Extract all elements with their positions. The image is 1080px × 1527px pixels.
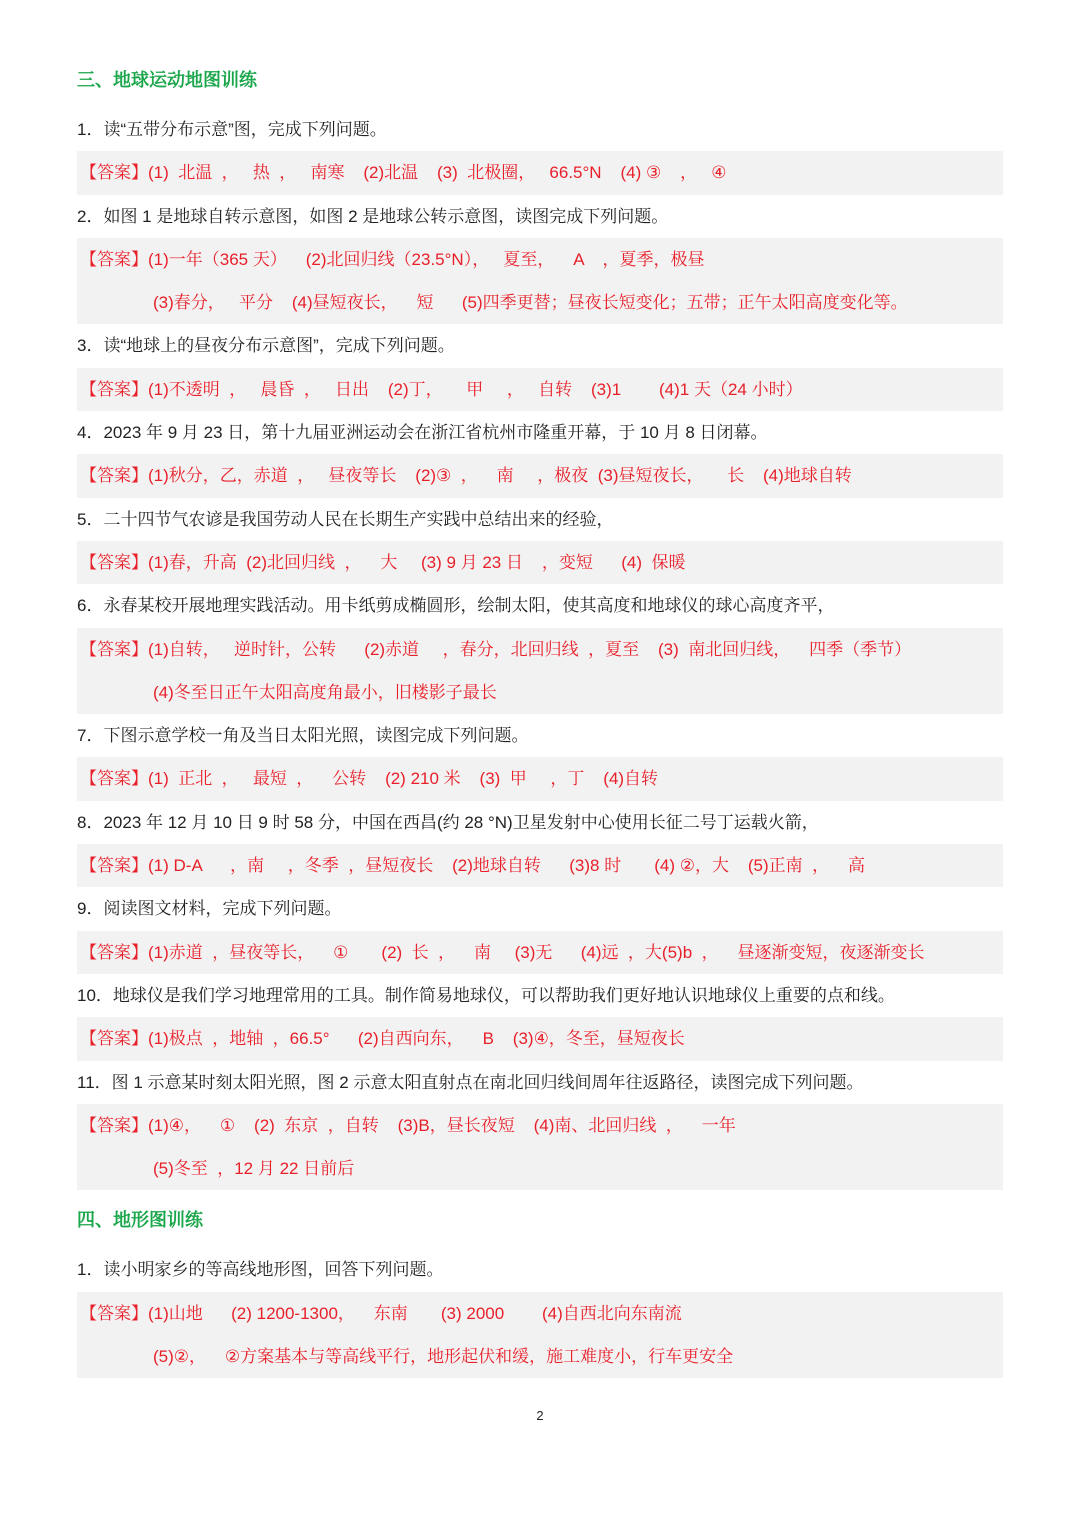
answer-line <box>77 151 1003 194</box>
answer-box <box>77 931 1003 974</box>
answer-box <box>77 1292 1003 1379</box>
answer-line <box>77 1017 1003 1060</box>
answer-text: (1) D-A ，南 ，冬季 ，昼短夜长 (2)地球自转 (3)8 时 (4) ②，大 (5)正南 ， 高 <box>148 856 866 876</box>
question-text: 10．地球仪是我们学习地理常用的工具。制作简易地球仪，可以帮助我们更好地认识地球仪上重要的点和线。 <box>77 985 895 1005</box>
answer-line <box>77 671 1003 714</box>
answer-label: 【答案】 <box>80 639 148 659</box>
answer-text: (4)冬至日正午太阳高度角最小，旧楼影子最长 <box>153 682 497 702</box>
answer-label: 【答案】 <box>80 1303 148 1323</box>
section-title: 三、地球运动地图训练 <box>77 70 257 90</box>
answer-text: (5)冬至 ，12 月 22 日前后 <box>153 1159 355 1179</box>
answer-text: (5)②， ②方案基本与等高线平行，地形起伏和缓，施工难度小，行车更安全 <box>153 1347 734 1367</box>
answer-line <box>77 1147 1003 1190</box>
answer-label: 【答案】 <box>80 163 148 183</box>
answer-label: 【答案】 <box>80 249 148 269</box>
answer-box <box>77 368 1003 411</box>
question-text: 5．二十四节气农谚是我国劳动人民在长期生产实践中总结出来的经验， <box>77 509 614 529</box>
answer-label: 【答案】 <box>80 466 148 486</box>
answer-text: (1)自转， 逆时针，公转 (2)赤道 ，春分，北回归线 ，夏至 (3) 南北回归线， 四季（季节） <box>148 639 912 659</box>
answer-label: 【答案】 <box>80 379 148 399</box>
answer-box <box>77 454 1003 497</box>
answer-box <box>77 151 1003 194</box>
answer-text: (1)山地 (2) 1200-1300， 东南 (3) 2000 (4)自西北向东南流 <box>148 1303 682 1323</box>
answer-text: (1)一年（365 天） (2)北回归线（23.5°N）， 夏至， A ，夏季，极昼 <box>148 249 705 269</box>
answer-box <box>77 757 1003 800</box>
answer-text: (1) 正北 ， 最短 ， 公转 (2) 210 米 (3) 甲 ，丁 (4)自转 <box>148 769 659 789</box>
answer-line <box>77 931 1003 974</box>
answer-label: 【答案】 <box>80 552 148 572</box>
question-text: 2．如图 1 是地球自转示意图，如图 2 是地球公转示意图，读图完成下列问题。 <box>77 206 669 226</box>
answer-text: (1)极点 ，地轴 ，66.5° (2)自西向东， B (3)④，冬至，昼短夜长 <box>148 1029 685 1049</box>
answer-label: 【答案】 <box>80 1115 148 1135</box>
answer-box <box>77 1017 1003 1060</box>
answer-text: (1) 北温 ， 热 ， 南寒 (2)北温 (3) 北极圈， 66.5°N (4) ③ ， ④ <box>148 163 727 183</box>
question-text: 6．永春某校开展地理实践活动。用卡纸剪成椭圆形，绘制太阳，使其高度和地球仪的球心高度齐平， <box>77 596 835 616</box>
answer-line <box>77 281 1003 324</box>
section-title: 四、地形图训练 <box>77 1210 203 1231</box>
question-text: 4．2023 年 9 月 23 日，第十九届亚洲运动会在浙江省杭州市隆重开幕，于 10 月 8 日闭幕。 <box>77 423 768 443</box>
answer-text: (1)春，升高 (2)北回归线 ， 大 (3) 9 月 23 日 ，变短 (4) 保暖 <box>148 552 686 572</box>
answer-text: (1)④， ① (2) 东京 ，自转 (3)B，昼长夜短 (4)南、北回归线 ， 一年 <box>148 1115 736 1135</box>
question-text: 3．读“地球上的昼夜分布示意图”，完成下列问题。 <box>77 336 455 356</box>
question-text: 9．阅读图文材料，完成下列问题。 <box>77 899 342 919</box>
question-text: 11．图 1 示意某时刻太阳光照，图 2 示意太阳直射点在南北回归线间周年往返路径，读图完成下列问题。 <box>77 1072 864 1092</box>
answer-text: (3)春分， 平分 (4)昼短夜长， 短 (5)四季更替；昼夜长短变化；五带；正午太阳高度变化等。 <box>153 293 908 313</box>
answer-box <box>77 628 1003 715</box>
document-body <box>77 59 1003 1378</box>
answer-label: 【答案】 <box>80 1029 148 1049</box>
question-text: 8．2023 年 12 月 10 日 9 时 58 分，中国在西昌(约 28 °N)卫星发射中心使用长征二号丁运载火箭， <box>77 812 819 832</box>
answer-box <box>77 844 1003 887</box>
question-text: 1．读小明家乡的等高线地形图，回答下列问题。 <box>77 1260 444 1280</box>
answer-label: 【答案】 <box>80 942 148 962</box>
answer-label: 【答案】 <box>80 769 148 789</box>
question-text: 7．下图示意学校一角及当日太阳光照，读图完成下列问题。 <box>77 726 529 746</box>
answer-line <box>77 1104 1003 1147</box>
answer-line <box>77 368 1003 411</box>
answer-box <box>77 541 1003 584</box>
answer-box <box>77 1104 1003 1191</box>
answer-text: (1)赤道 ，昼夜等长， ① (2) 长 ， 南 (3)无 (4)远 ，大(5)b ， 昼逐渐变短，夜逐渐变长 <box>148 942 925 962</box>
page-number: 2 <box>536 1408 544 1423</box>
answer-line <box>77 1335 1003 1378</box>
answer-text: (1)秋分，乙，赤道 ， 昼夜等长 (2)③ ， 南 ，极夜 (3)昼短夜长， 长 (4)地球自转 <box>148 466 852 486</box>
answer-line <box>77 454 1003 497</box>
answer-line <box>77 628 1003 671</box>
answer-box <box>77 238 1003 325</box>
answer-line <box>77 844 1003 887</box>
question-text: 1．读“五带分布示意”图，完成下列问题。 <box>77 120 387 139</box>
answer-label: 【答案】 <box>80 856 148 876</box>
answer-line <box>77 238 1003 281</box>
answer-line <box>77 541 1003 584</box>
answer-line <box>77 757 1003 800</box>
answer-line <box>77 1292 1003 1335</box>
answer-text: (1)不透明 ， 晨昏 ， 日出 (2)丁， 甲 ， 自转 (3)1 (4)1 天（24 小时） <box>148 379 803 399</box>
